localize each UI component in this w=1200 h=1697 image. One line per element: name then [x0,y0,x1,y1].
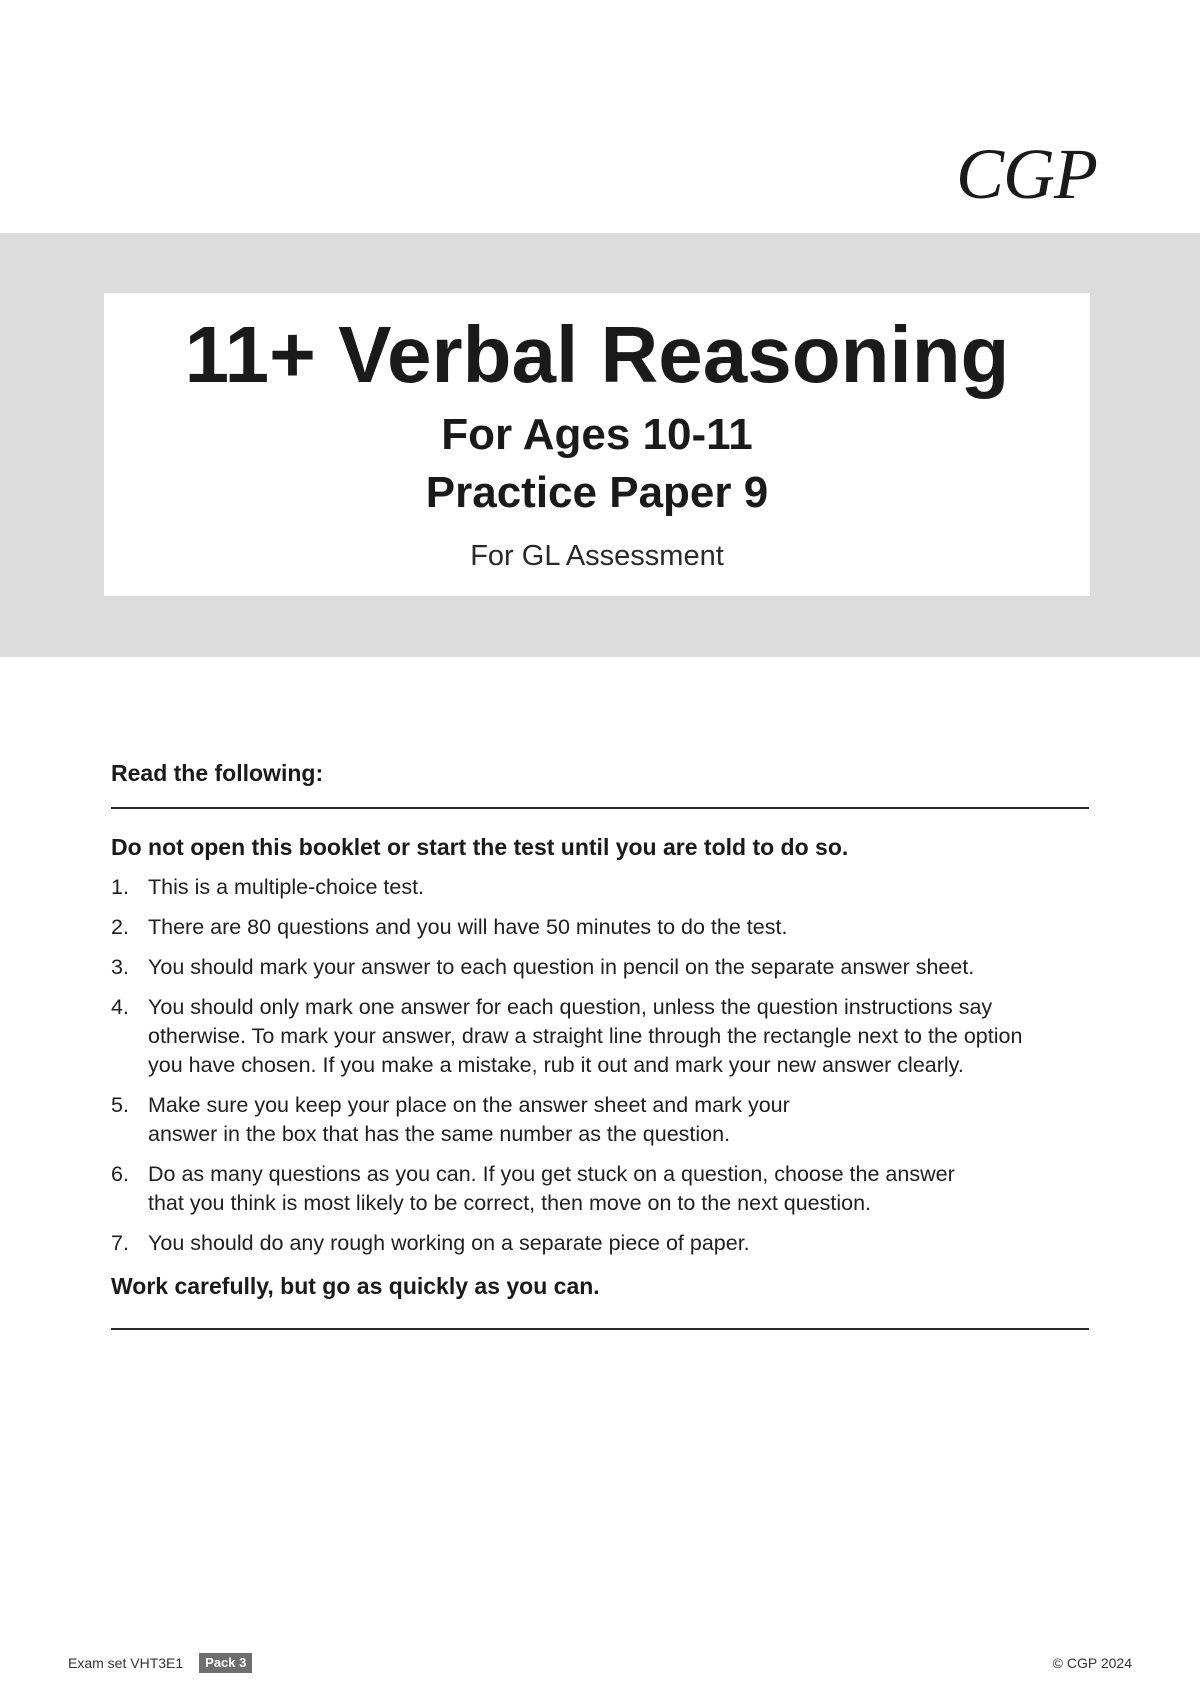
item-text-line: Do as many questions as you can. If you get stuck on a question, choose the answer [148,1162,955,1186]
item-text-line: that you think is most likely to be correct, then move on to the next question. [148,1191,872,1215]
divider-top [111,807,1089,809]
instruction-item [111,1229,1089,1258]
instructions-section [111,757,1089,1330]
closing-text: Work carefully, but go as quickly as you can. [111,1273,600,1299]
instructions-heading: Read the following: [111,760,324,786]
item-text-line: You should only mark one answer for each question, unless the question instructions say [148,995,993,1019]
item-number: 5. [111,1093,129,1117]
pack-badge: Pack 3 [199,1653,252,1673]
instruction-item [111,993,1089,1080]
footer-left [68,1653,252,1673]
warning-text: Do not open this booklet or start the test until you are told to do so. [111,834,849,860]
item-text: There are 80 questions and you will have 50 minutes to do the test. [148,915,788,939]
item-text-line: Make sure you keep your place on the answer sheet and mark your [148,1093,790,1117]
item-number: 4. [111,995,129,1019]
cgp-logo: CGP [956,134,1097,214]
exam-set-label: Exam set VHT3E1 [68,1655,184,1671]
item-number: 3. [111,955,129,979]
item-number: 6. [111,1162,129,1186]
item-number: 2. [111,915,129,939]
copyright-notice: © CGP 2024 [1052,1655,1132,1671]
item-text: You should mark your answer to each question in pencil on the separate answer sheet. [148,955,975,979]
main-title: 11+ Verbal Reasoning [184,310,1010,399]
item-number: 1. [111,875,129,899]
item-text: You should do any rough working on a separate piece of paper. [148,1231,750,1255]
instruction-item [111,1091,1089,1149]
instruction-item [111,913,1089,942]
instruction-item [111,873,1089,902]
divider-bottom [111,1328,1089,1330]
instruction-item [111,953,1089,982]
item-number: 7. [111,1231,129,1255]
instruction-list [111,873,1089,1258]
item-text-line: answer in the box that has the same number as the question. [148,1122,731,1146]
assessment-label: For GL Assessment [470,540,724,572]
title-box [104,293,1090,596]
age-range: For Ages 10-11 [441,410,753,459]
item-text: This is a multiple-choice test. [148,875,425,899]
item-text-line: otherwise. To mark your answer, draw a straight line through the rectangle next to the option [148,1024,1023,1048]
paper-number: Practice Paper 9 [425,468,769,517]
instruction-item [111,1160,1089,1218]
title-band [0,233,1200,657]
item-text-line: you have chosen. If you make a mistake, rub it out and mark your new answer clearly. [148,1053,964,1077]
